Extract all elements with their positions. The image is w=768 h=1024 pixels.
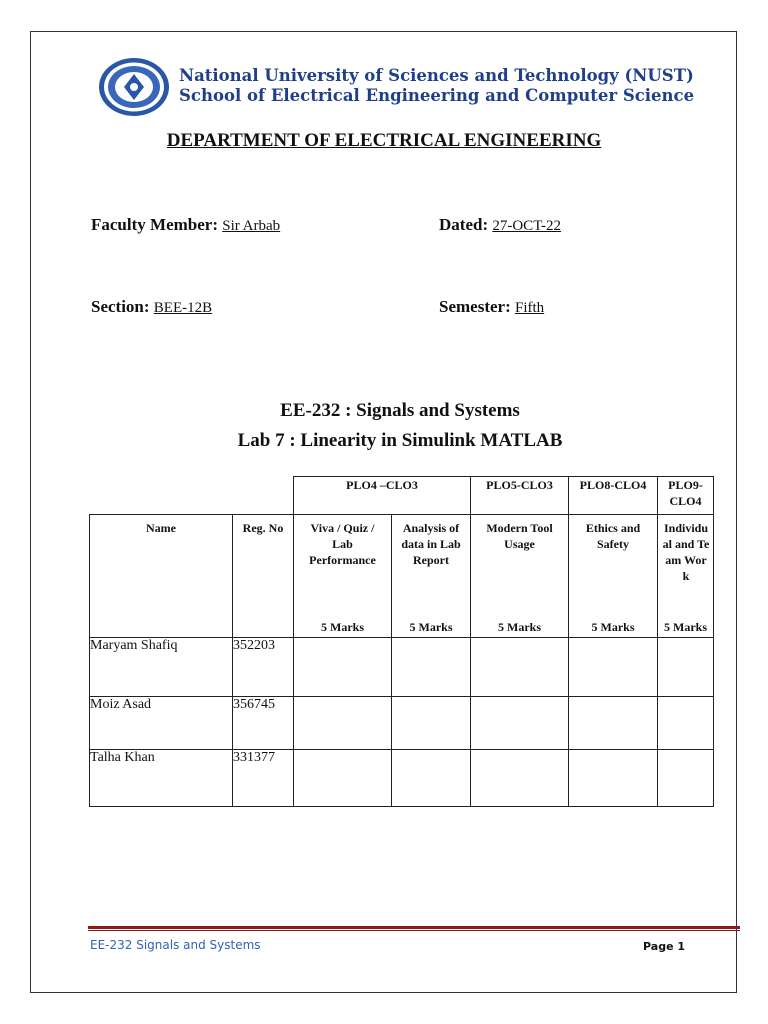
marks-table bbox=[89, 476, 714, 807]
score-cell[interactable] bbox=[294, 638, 392, 697]
score-cell[interactable] bbox=[569, 750, 658, 807]
group-plo9: PLO9-CLO4 bbox=[658, 477, 714, 515]
header-name: Name bbox=[90, 515, 233, 638]
school-name: School of Electrical Engineering and Computer Science bbox=[179, 86, 695, 105]
lab-title: Lab 7 : Linearity in Simulink MATLAB bbox=[237, 430, 563, 451]
footer-rule-thin bbox=[88, 930, 740, 931]
section-field: Section: BEE-12B bbox=[91, 297, 213, 316]
table-row bbox=[90, 750, 714, 807]
score-cell[interactable] bbox=[294, 750, 392, 807]
header-reg: Reg. No bbox=[233, 515, 294, 638]
footer-course: EE-232 Signals and Systems bbox=[90, 938, 261, 952]
group-plo8: PLO8-CLO4 bbox=[569, 477, 658, 515]
score-cell[interactable] bbox=[658, 750, 714, 807]
department-title: DEPARTMENT OF ELECTRICAL ENGINEERING bbox=[166, 130, 602, 151]
score-cell[interactable] bbox=[569, 638, 658, 697]
page-number: Page 1 bbox=[643, 940, 686, 953]
student-name: Moiz Asad bbox=[90, 697, 233, 750]
header-team-work: Individual and Team Work 5 Marks bbox=[658, 515, 714, 638]
footer-rule bbox=[88, 926, 740, 929]
score-cell[interactable] bbox=[569, 697, 658, 750]
dated-value: 27-OCT-22 bbox=[492, 218, 561, 234]
student-name: Talha Khan bbox=[90, 750, 233, 807]
score-cell[interactable] bbox=[294, 697, 392, 750]
faculty-field: Faculty Member: Sir Arbab bbox=[91, 215, 281, 234]
header-viva: Viva / Quiz / Lab Performance 5 Marks bbox=[294, 515, 392, 638]
table-row bbox=[90, 697, 714, 750]
course-title: EE-232 : Signals and Systems bbox=[280, 400, 520, 421]
score-cell[interactable] bbox=[471, 638, 569, 697]
score-cell[interactable] bbox=[392, 697, 471, 750]
student-name: Maryam Shafiq bbox=[90, 638, 233, 697]
group-plo4: PLO4 –CLO3 bbox=[294, 477, 471, 515]
student-reg: 331377 bbox=[233, 750, 294, 807]
group-plo5: PLO5-CLO3 bbox=[471, 477, 569, 515]
header-ethics: Ethics and Safety 5 Marks bbox=[569, 515, 658, 638]
header-analysis: Analysis of data in Lab Report 5 Marks bbox=[392, 515, 471, 638]
semester-field: Semester: Fifth bbox=[439, 297, 545, 316]
header-modern-tool: Modern Tool Usage 5 Marks bbox=[471, 515, 569, 638]
score-cell[interactable] bbox=[471, 750, 569, 807]
nust-logo bbox=[98, 57, 170, 117]
score-cell[interactable] bbox=[392, 750, 471, 807]
score-cell[interactable] bbox=[658, 697, 714, 750]
dated-field: Dated: 27-OCT-22 bbox=[439, 215, 561, 234]
section-value: BEE-12B bbox=[153, 300, 213, 316]
score-cell[interactable] bbox=[392, 638, 471, 697]
table-row bbox=[90, 638, 714, 697]
faculty-value: Sir Arbab bbox=[222, 218, 281, 234]
score-cell[interactable] bbox=[658, 638, 714, 697]
university-name: National University of Sciences and Technology (NUST) bbox=[179, 66, 694, 85]
student-reg: 352203 bbox=[233, 638, 294, 697]
semester-value: Fifth bbox=[515, 300, 545, 316]
student-reg: 356745 bbox=[233, 697, 294, 750]
score-cell[interactable] bbox=[471, 697, 569, 750]
